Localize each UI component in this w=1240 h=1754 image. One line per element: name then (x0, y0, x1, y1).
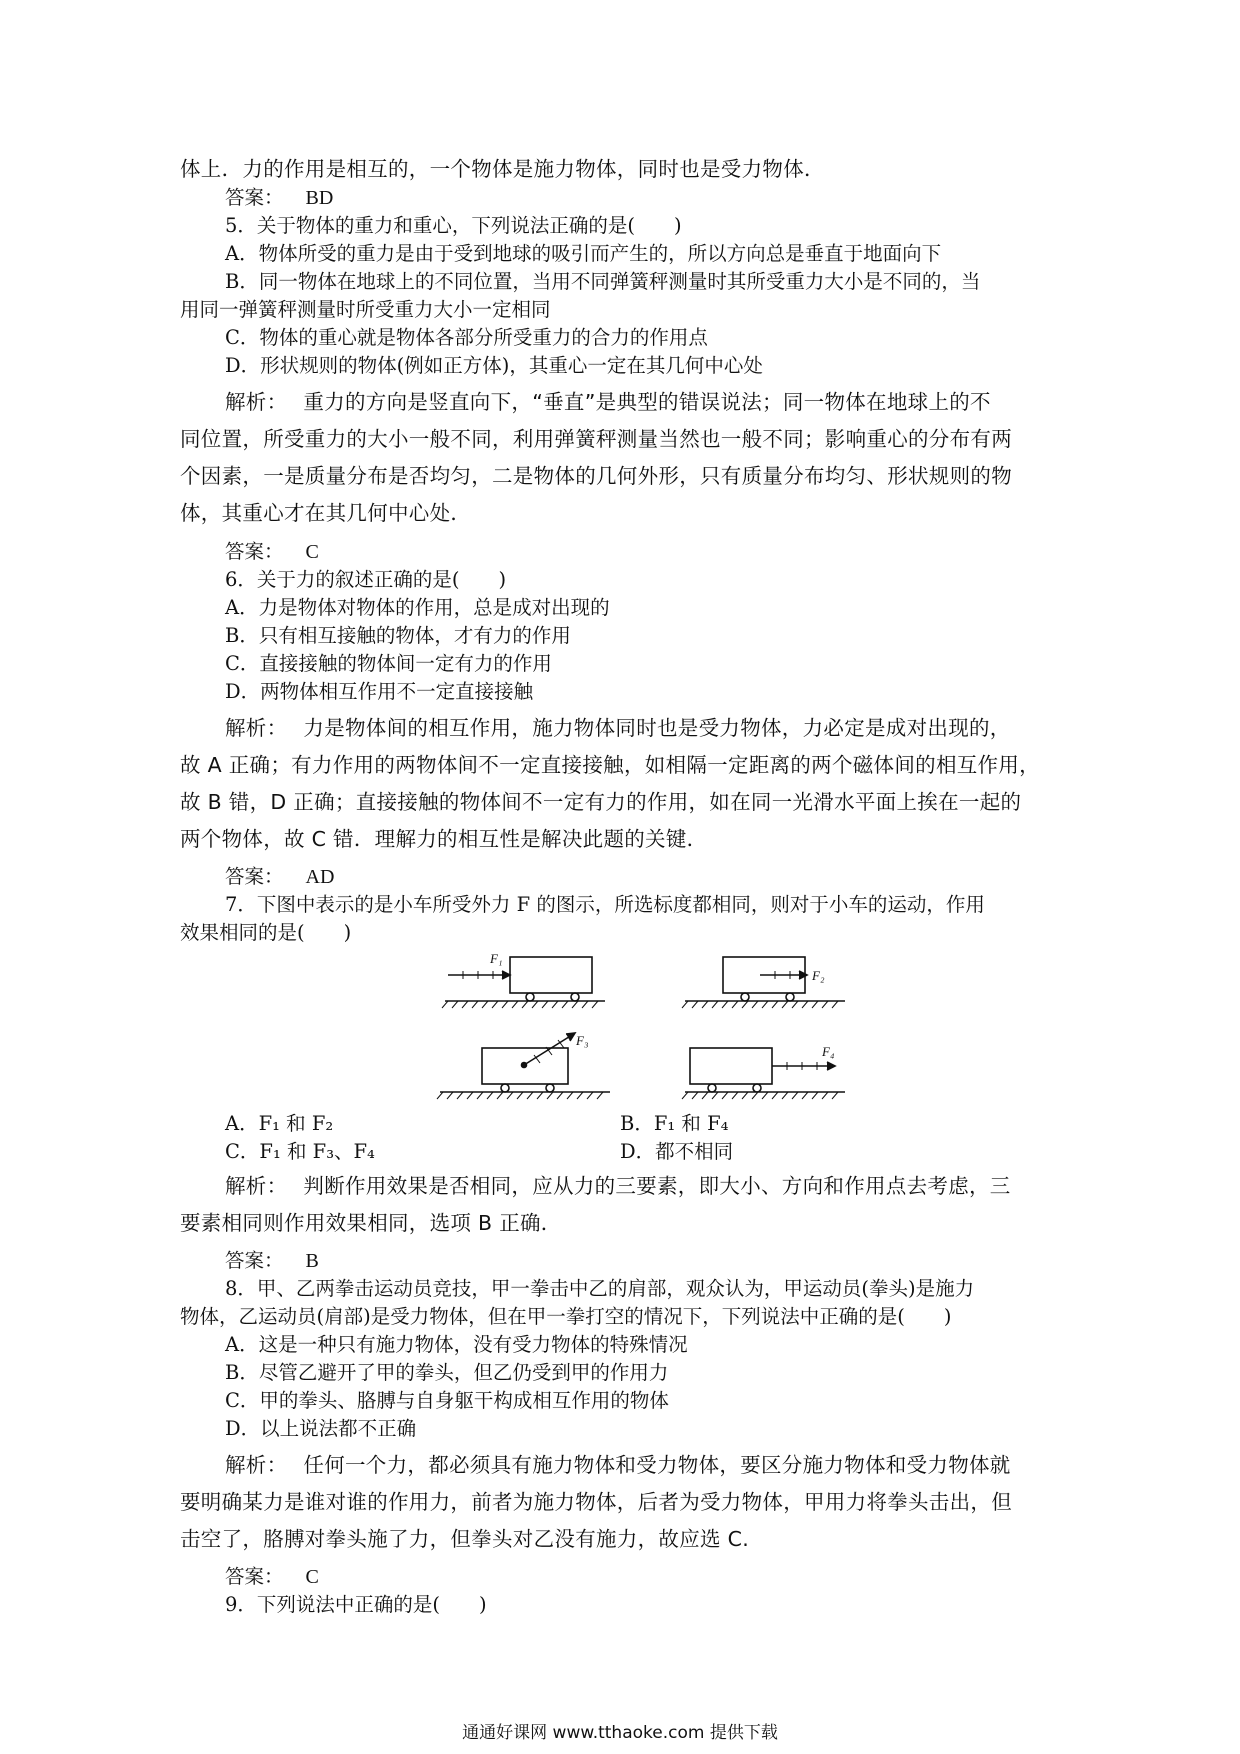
analysis-line: 个因素，一是质量分布是否均匀，二是物体的几何外形，只有质量分布均匀、形状规则的物 (180, 464, 1012, 488)
analysis-text: 判断作用效果是否相同，应从力的三要素，即大小、方向和作用点去考虑，三 (303, 1174, 1011, 1198)
option-6a: A．力是物体对物体的作用，总是成对出现的 (225, 596, 610, 619)
analysis-line: 击空了，胳膊对拳头施了力，但拳头对乙没有施力，故应选 C. (180, 1527, 750, 1551)
analysis-line: 体，其重心才在其几何中心处． (180, 501, 472, 525)
question-9: 9．下列说法中正确的是( ) (225, 1593, 487, 1616)
answer-value: BD (305, 187, 334, 209)
cart-wheel (741, 993, 749, 1001)
option-5d: D．形状规则的物体(例如正方体)，其重心一定在其几何中心处 (225, 354, 763, 377)
answer-label: 答案： (225, 540, 284, 563)
option-5a: A．物体所受的重力是由于受到地球的吸引而产生的，所以方向总是垂直于地面向下 (225, 242, 942, 265)
option-8c: C．甲的拳头、胳膊与自身躯干构成相互作用的物体 (225, 1389, 669, 1412)
analysis-text: 重力的方向是竖直向下，“垂直”是典型的错误说法；同一物体在地球上的不 (303, 390, 991, 414)
option-7a: A．F₁ 和 F₂ (225, 1112, 334, 1135)
answer-label: 答案： (225, 865, 284, 888)
cart-body (510, 957, 592, 993)
analysis-label: 解析： (225, 1174, 288, 1198)
option-6b: B．只有相互接触的物体，才有力的作用 (225, 624, 571, 647)
analysis-label: 解析： (225, 390, 288, 414)
option-6c: C．直接接触的物体间一定有力的作用 (225, 652, 552, 675)
answer-value: C (305, 541, 319, 563)
option-7c: C．F₁ 和 F₃、F₄ (225, 1140, 375, 1163)
option-6d: D．两物体相互作用不一定直接接触 (225, 680, 534, 703)
analysis-7 (225, 1172, 1011, 1200)
analysis-text: 任何一个力，都必须具有施力物体和受力物体，要区分施力物体和受力物体就 (303, 1453, 1011, 1477)
paragraph-line: 体上．力的作用是相互的，一个物体是施力物体，同时也是受力物体． (180, 157, 825, 181)
analysis-label: 解析： (225, 1453, 288, 1477)
cart-wheel (546, 1084, 554, 1092)
page-footer: 通通好课网 www.tthaoke.com 提供下载 (462, 1723, 778, 1743)
answer-value: AD (305, 866, 335, 888)
option-5b-cont: 用同一弹簧秤测量时所受重力大小一定相同 (180, 298, 551, 321)
answer-label: 答案： (225, 1565, 284, 1588)
cart-wheel (526, 993, 534, 1001)
force-label-f3: F₃ (576, 1033, 589, 1048)
question-7: 7．下图中表示的是小车所受外力 F 的图示，所选标度都相同，则对于小车的运动，作用 (225, 893, 985, 916)
option-5b: B．同一物体在地球上的不同位置，当用不同弹簧秤测量时其所受重力大小是不同的，当 (225, 270, 981, 293)
answer-8 (225, 1563, 319, 1591)
analysis-line: 要明确某力是谁对谁的作用力，前者为施力物体，后者为受力物体，甲用力将拳头击出，但 (180, 1490, 1012, 1514)
analysis-line: 同位置，所受重力的大小一般不同，利用弹簧秤测量当然也一般不同；影响重心的分布有两 (180, 427, 1012, 451)
option-5c: C．物体的重心就是物体各部分所受重力的合力的作用点 (225, 326, 708, 349)
force-label-f2: F₂ (812, 968, 825, 983)
analysis-label: 解析： (225, 716, 288, 740)
answer-label: 答案： (225, 1249, 284, 1272)
answer-value: C (305, 1566, 319, 1588)
cart-wheel (753, 1084, 761, 1092)
analysis-8 (225, 1451, 1011, 1479)
option-8d: D．以上说法都不正确 (225, 1417, 417, 1440)
option-7b: B．F₁ 和 F₄ (620, 1112, 729, 1135)
cart-wheel (708, 1084, 716, 1092)
question-7-cont: 效果相同的是( ) (180, 921, 352, 944)
option-8a: A．这是一种只有施力物体，没有受力物体的特殊情况 (225, 1333, 688, 1356)
option-7d: D．都不相同 (620, 1140, 734, 1163)
question-6: 6．关于力的叙述正确的是( ) (225, 568, 507, 591)
analysis-line: 故 A 正确；有力作用的两物体间不一定直接接触，如相隔一定距离的两个磁体间的相互作用， (180, 753, 1040, 777)
force-label-f1: F₁ (490, 951, 503, 966)
cart-wheel (786, 993, 794, 1001)
cart-wheel (571, 993, 579, 1001)
answer-value: B (305, 1250, 319, 1272)
analysis-line: 故 B 错，D 正确；直接接触的物体间不一定有力的作用，如在同一光滑水平面上挨在一起的 (180, 790, 1022, 814)
question-5: 5．关于物体的重力和重心，下列说法正确的是( ) (225, 214, 682, 237)
analysis-text: 力是物体间的相互作用，施力物体同时也是受力物体，力必定是成对出现的， (303, 716, 1011, 740)
cart-body (690, 1048, 772, 1084)
analysis-line: 两个物体，故 C 错．理解力的相互性是解决此题的关键． (180, 827, 708, 851)
cart-wheel (501, 1084, 509, 1092)
question-8: 8．甲、乙两拳击运动员竞技，甲一拳击中乙的肩部，观众认为，甲运动员(拳头)是施力 (225, 1277, 975, 1300)
analysis-line: 要素相同则作用效果相同，选项 B 正确． (180, 1211, 562, 1235)
force-label-f4: F₄ (822, 1044, 835, 1059)
answer-label: 答案： (225, 186, 284, 209)
answer-7 (225, 1247, 319, 1275)
option-8b: B．尽管乙避开了甲的拳头，但乙仍受到甲的作用力 (225, 1361, 669, 1384)
question-8-cont: 物体，乙运动员(肩部)是受力物体，但在甲一拳打空的情况下，下列说法中正确的是( ) (180, 1305, 952, 1328)
